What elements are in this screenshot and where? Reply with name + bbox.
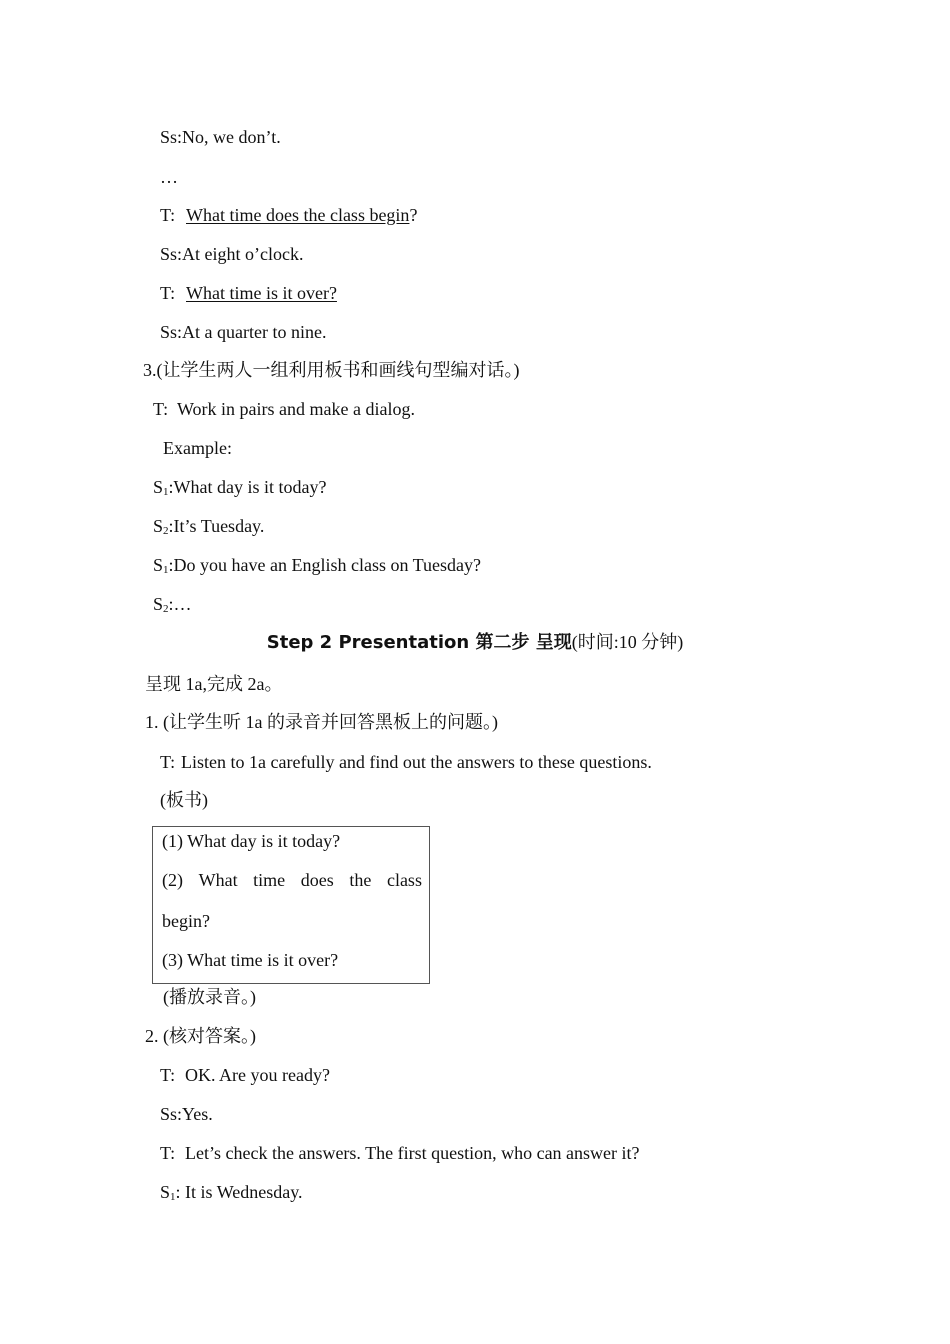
example-line: $S_1:What$ day is it today? [153, 477, 327, 498]
heading-time: (时间:10 分钟) [571, 632, 684, 652]
dialog-text: It is Wednesday. [185, 1182, 303, 1202]
teacher-text: Listen to 1a carefully and find out the answers to these questions. [181, 752, 652, 772]
dialog-line [160, 1064, 330, 1086]
section-heading [0, 630, 950, 655]
example-line: $S_2:\dots$ [153, 594, 192, 615]
speaker-label: Ss: [160, 1104, 183, 1124]
board-question-3: (3) What time is it over? [162, 950, 339, 970]
item1-title: 1. (让学生听 1a 的录音并回答黑板上的问题。) [145, 712, 498, 732]
dialog-line [160, 204, 417, 226]
speaker-label: T: [160, 752, 176, 772]
example-line: $S_2:It’s$ Tuesday. [153, 516, 265, 537]
dialog-line [160, 1142, 640, 1164]
underlined-sentence: What time is it over? [186, 283, 337, 303]
intro-line: 呈现 1a,完成 2a。 [145, 674, 283, 694]
dialog-line [160, 321, 326, 343]
play-note: (播放录音。) [163, 987, 256, 1007]
example-line: $S_1:Do$ you have an English class on Tuesday? [153, 555, 481, 576]
example-text: … [173, 594, 192, 614]
ellipsis-line [160, 166, 178, 188]
board-word: What [198, 870, 238, 890]
blackboard-box [152, 826, 430, 984]
speaker-label: Ss: [160, 127, 183, 147]
ellipsis-text: … [160, 167, 178, 187]
dialog-line: $S_1$: It is Wednesday. [160, 1182, 303, 1203]
speaker-label: S [153, 594, 164, 614]
example-text: What day is it today? [173, 477, 327, 497]
dialog-text: Yes. [182, 1104, 213, 1124]
speaker-label: S [153, 516, 164, 536]
speaker-label: T: [160, 1143, 176, 1163]
board-word: (2) [162, 870, 183, 890]
speaker-label: Ss: [160, 322, 183, 342]
board-question-2 [162, 869, 422, 891]
question-mark: ? [409, 205, 418, 225]
speaker-subscript: 2 [163, 603, 169, 615]
instruction-text: Work in pairs and make a dialog. [177, 399, 415, 419]
instruction-line [153, 398, 415, 420]
dialog-text: OK. Are you ready? [185, 1065, 330, 1085]
item3-title: 3.(让学生两人一组利用板书和画线句型编对话。) [143, 360, 520, 380]
board-question-2-continued: begin? [162, 911, 210, 931]
speaker-label: T: [153, 399, 169, 419]
speaker-label: S [160, 1182, 171, 1202]
example-label: Example: [163, 438, 232, 458]
dialog-line [160, 282, 337, 304]
speaker-subscript: 1 [163, 486, 169, 498]
heading-title: Step 2 Presentation 第二步 呈现 [266, 632, 572, 653]
board-word: time [253, 870, 286, 890]
example-text: Do you have an English class on Tuesday? [173, 555, 481, 575]
dialog-text: At eight o’clock. [182, 244, 304, 264]
dialog-line [160, 243, 304, 265]
item2-title: 2. (核对答案。) [145, 1026, 256, 1046]
board-label: (板书) [160, 790, 208, 810]
dialog-text: No, we don’t. [182, 127, 281, 147]
speaker-label: Ss: [160, 244, 183, 264]
speaker-label: T: [160, 283, 176, 303]
teacher-line [160, 751, 652, 773]
dialog-text: At a quarter to nine. [182, 322, 327, 342]
speaker-label: S [153, 477, 164, 497]
speaker-label: T: [160, 1065, 176, 1085]
example-text: It’s Tuesday. [173, 516, 265, 536]
speaker-subscript: 1 [163, 564, 169, 576]
board-word: the [349, 870, 372, 890]
speaker-label: T: [160, 205, 176, 225]
speaker-subscript: 1 [170, 1191, 176, 1203]
underlined-sentence: What time does the class begin [186, 205, 410, 225]
dialog-line [160, 126, 281, 148]
dialog-line [160, 1103, 213, 1125]
dialog-text: Let’s check the answers. The first question, who can answer it? [185, 1143, 640, 1163]
board-word: does [300, 870, 334, 890]
board-question-1: (1) What day is it today? [162, 831, 341, 851]
board-word: class [386, 870, 422, 890]
speaker-subscript: 2 [163, 525, 169, 537]
speaker-label: S [153, 555, 164, 575]
